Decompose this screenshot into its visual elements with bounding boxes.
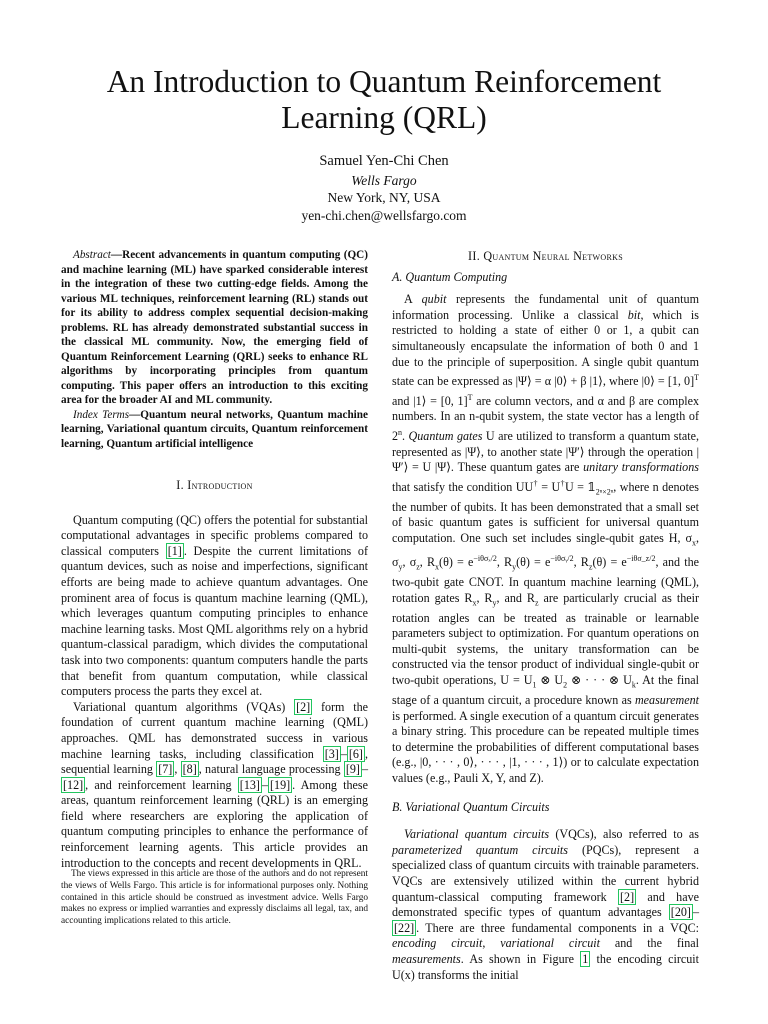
citation-link[interactable]: [19] (270, 777, 291, 792)
pA-text: ⊗ U (536, 673, 564, 688)
pA-text: A (404, 292, 422, 307)
intro-p2-text-i: – (261, 777, 268, 792)
section-1-heading (61, 478, 368, 494)
term-bit: bit (627, 307, 641, 322)
pA-text: that satisfy the condition UU (392, 479, 534, 494)
pA-text: are column vectors, and α and β are complex numbers. In an n-qubit system, the state vector has a length of 2 (392, 393, 700, 444)
pA-text: , which is restricted to holding a state of either 0 or 1, a qubit can simultaneously encapsulate the information of both 0 and 1 due to the principle of superposition. A single qubit quantum state can be expressed as |Ψ⟩ = α |0⟩ + β |1⟩, where |0⟩ = [1, 0] (392, 307, 699, 389)
index-terms (61, 408, 368, 452)
pA-text: ⊗ · · · ⊗ U (567, 673, 632, 688)
pA-sup: n (398, 428, 403, 437)
pA-text: is performed. A single execution of a quantum circuit generates a binary string. This procedure can be repeated multiple times to determine the probabilities of different computational bases (e.g., |0, · · · , 0⟩, · · · , |1, · · · , 1⟩) or to calculate expectation values (e.g., Pauli X, Y, and Z). (392, 708, 699, 785)
term-quantum-gates: Quantum gates (408, 429, 483, 444)
citation-link[interactable]: [20] (670, 905, 691, 920)
pA-text: , R (419, 555, 436, 570)
title-line-2: Learning (QRL) (281, 100, 487, 135)
term-vqc: Variational quantum circuits (404, 827, 550, 842)
pA-text: (θ) = e (516, 555, 551, 570)
citation-link[interactable]: [12] (63, 777, 84, 792)
pB-text: and have demonstrated specific types of quantum advantages (392, 889, 699, 920)
pA-sup: † (560, 478, 565, 488)
vqc-paragraph (392, 827, 699, 983)
pA-sub: 2 (563, 680, 568, 690)
pA-sub: x (472, 598, 477, 608)
pB-text: . There are three fundamental components in a VQC: (416, 920, 699, 935)
pB-text: , (482, 936, 501, 951)
pA-text: represents the fundamental unit of quantum information processing. Unlike a classical (392, 292, 699, 322)
pA-sup: † (533, 478, 538, 488)
pA-text: , σ (392, 531, 699, 570)
pA-sup: T (467, 392, 473, 402)
pA-sub: 1 (532, 680, 537, 690)
paper-title (0, 64, 768, 136)
pA-sup: T (694, 373, 699, 383)
term-unitary: unitary transformations (583, 460, 699, 475)
citation-link[interactable]: [1] (167, 543, 182, 558)
term-encoding-circuit: encoding circuit (392, 936, 483, 951)
figure-link[interactable]: 1 (582, 951, 589, 966)
citation-link[interactable]: [8] (182, 762, 197, 777)
intro-p1-text-a: Quantum computing (QC) offers the potential for substantial computational advantages in specific problems compared to classical computers (61, 512, 368, 558)
citation-link[interactable]: [2] (296, 699, 311, 714)
intro-p2-text-b: form the foundation of current quantum machine learning (QML) approaches. QML has demonstrated success in various machine learning tasks, including classification (61, 699, 368, 761)
index-terms-label: Index Terms (73, 408, 130, 421)
pA-sup: −iθσ_z/2 (626, 554, 656, 564)
pA-sup: −iθσᵧ/2 (550, 554, 574, 564)
author-email[interactable]: yen-chi.chen@wellsfargo.com (301, 207, 467, 223)
pA-text: , σ (402, 555, 417, 570)
intro-p2-text-e: , (174, 762, 181, 777)
section-2-heading (392, 249, 699, 265)
pA-text: U are utilized to transform a quantum state, represented as |Ψ⟩, to another state |Ψ′⟩ through the operation |Ψ′⟩ = U |Ψ⟩. These quantum gates are (392, 429, 699, 475)
pA-text: , R (573, 555, 589, 570)
term-pqc: parameterized quantum circuits (392, 842, 569, 857)
intro-p2-text-k: . Among these areas, quantum reinforcement learning (QRL) is an emerging field where researchers are exploring the application of quantum computing principles to enhance the performance of reinforcement learning agents. This article provides an introduction to the concepts and recent developments in QRL. (61, 777, 368, 870)
title-line-1: An Introduction to Quantum Reinforcement (106, 64, 662, 99)
pA-text: (θ) = e (592, 555, 627, 570)
pA-sub: y (512, 562, 517, 572)
pA-sub: z (416, 562, 420, 572)
footnote: The views expressed in this article are those of the authors and do not represent the views of Wells Fargo. This article is for informational purposes only. Nothing contained in this article should be construed as investment advice. Wells Fargo makes no express or implied warranties and expressly disclaims all legal, tax, and accounting implications related to this article. (61, 869, 368, 927)
citation-link[interactable]: [13] (239, 777, 260, 792)
author-block (0, 153, 768, 224)
abstract-text: —Recent advancements in quantum computing (QC) and machine learning (ML) have sparked considerable interest in the integration of these two cutting-edge fields. Among the various ML techniques, reinforcement learning (RL) stands out for its ability to address complex sequential decision-making problems. RL has already demonstrated substantial success in the classical ML community. Now, the emerging field of Quantum Reinforcement Learning (QRL) seeks to enhance RL algorithms by incorporating principles from quantum computing. This paper offers an introduction to this exciting area for the broader AI and ML community. (61, 249, 368, 406)
citation-link[interactable]: [9] (345, 762, 360, 777)
quantum-computing-paragraph (392, 292, 699, 786)
pB-text: . As shown in Figure (460, 951, 581, 966)
pA-sub: k (631, 680, 636, 690)
pA-text: , and the two-qubit gate CNOT. In quantum machine learning (QML), rotation gates R (392, 555, 700, 605)
intro-p2-text-h: , and reinforcement learning (85, 777, 238, 792)
pA-sub: x (435, 562, 440, 572)
author-name: Samuel Yen-Chi Chen (319, 153, 449, 169)
intro-p2-text-a: Variational quantum algorithms (VQAs) (73, 699, 295, 714)
left-column (61, 248, 368, 871)
section-2-number: II. (468, 249, 481, 263)
pA-sub: z (588, 562, 593, 572)
intro-p2-text-c: – (340, 746, 347, 761)
subsection-a-heading: A. Quantum Computing (392, 269, 508, 284)
pB-text: the encoding circuit U(x) transforms the initial (392, 951, 699, 982)
index-terms-text: —Quantum neural networks, Quantum machine learning, Variational quantum circuits, Quantum reinforcement learning, Quantum artificial intelligence (61, 408, 368, 450)
intro-paragraph-2 (61, 700, 368, 872)
intro-p2-text-g: – (361, 762, 369, 777)
author-affiliation: Wells Fargo (351, 172, 417, 188)
pA-sub: z (535, 598, 539, 608)
pA-sub: x (691, 538, 696, 548)
pA-text: and |1⟩ = [0, 1] (392, 393, 468, 408)
citation-link[interactable]: [2] (620, 889, 635, 904)
term-measurement: measurement (634, 693, 699, 708)
citation-link[interactable]: [3] (324, 746, 339, 761)
right-column (392, 249, 699, 983)
abstract (61, 248, 368, 408)
intro-p1-text-b: . Despite the current limitations of quantum devices, such as noise and imperfections, significant efforts are being made to achieve quantum advantages. One prominent area of focus is quantum machine learning (QML), which leverages quantum computing principles to enhance machine learning tasks. Most QML algorithms rely on a hybrid quantum-classical paradigm, which divides the computational task into two components: quantum computers handle the parts that benefit from quantum computation, while classical computers process the parts they excel at. (61, 543, 368, 699)
pA-text: , where n denotes the number of qubits. It has been demonstrated that a small set of basic quantum gates is sufficient for universal quantum computation. One such set includes single-qubit gates H, σ (392, 479, 700, 546)
intro-p2-text-d: , sequential learning (61, 746, 368, 777)
author-location: New York, NY, USA (327, 190, 441, 205)
pA-text: = U (537, 479, 561, 494)
citation-link[interactable]: [7] (158, 762, 173, 777)
section-1-number: I. (176, 478, 184, 492)
pB-text: – (692, 905, 699, 920)
pA-text: , and R (496, 590, 535, 605)
pB-text: and the final (599, 936, 699, 951)
pB-text: (PQCs), represent a specialized class of quantum circuits with trainable parameters. VQCs are extensively utilized within the current hybrid quantum-classical computing framework (392, 842, 699, 904)
section-1-title: Introduction (187, 478, 253, 492)
pA-text: , R (496, 555, 513, 570)
subsection-b-heading: B. Variational Quantum Circuits (392, 799, 550, 814)
citation-link[interactable]: [22] (394, 920, 415, 935)
citation-link[interactable]: [6] (348, 746, 363, 761)
abstract-label: Abstract (73, 249, 111, 261)
pA-text: (θ) = e (439, 555, 474, 570)
intro-p2-text-f: , natural language processing (198, 762, 344, 777)
term-qubit: qubit (421, 292, 447, 307)
pA-text: are particularly crucial as their rotation angles can be treated as trainable or learnable parameters subject to optimization. For quantum operations on multi-qubit systems, the unitary transformation can be constructed via the tensor product of individual single-qubit or two-qubit operations, U = U (392, 590, 699, 688)
pA-text: . (402, 429, 409, 444)
section-2-title: Quantum Neural Networks (483, 249, 623, 263)
pB-text: (VQCs), also referred to as (549, 827, 699, 842)
term-measurements: measurements (392, 951, 461, 966)
intro-paragraph-1 (61, 513, 368, 700)
pA-text: U = 𝟙 (564, 479, 596, 494)
pA-sup: −iθσₓ/2 (473, 554, 497, 564)
pA-text: , R (476, 590, 493, 605)
term-variational-circuit: variational circuit (500, 936, 600, 951)
pA-sub: 2ⁿ×2ⁿ (595, 487, 614, 497)
pA-sub: y (398, 562, 403, 572)
pA-text: . At the final stage of a quantum circuit, a procedure known as (392, 673, 699, 708)
pA-sub: y (492, 598, 497, 608)
